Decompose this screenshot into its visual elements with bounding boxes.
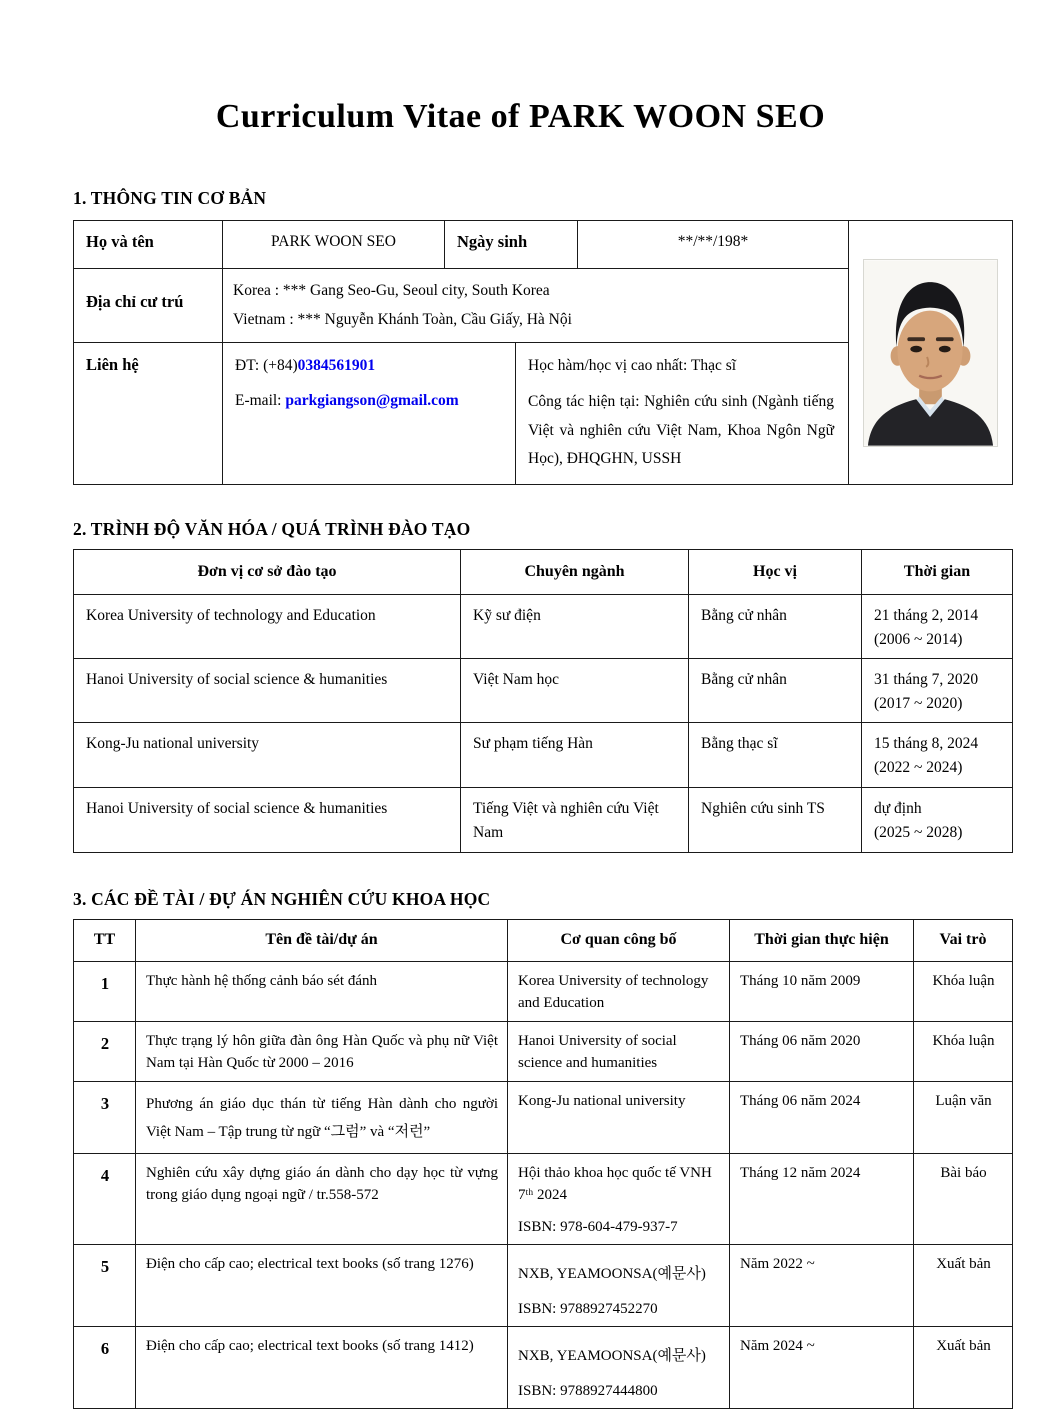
time-cell: 31 tháng 7, 2020 (2017 ~ 2020) (862, 658, 1013, 722)
publisher-cell: Hanoi University of social science and humanities (508, 1021, 730, 1081)
institution-cell: Kong-Ju national university (74, 722, 461, 787)
col-header-major: Chuyên ngành (461, 549, 689, 594)
degree-cell: Nghiên cứu sinh TS (689, 787, 862, 852)
table-row (74, 594, 1013, 658)
row-number: 1 (74, 961, 136, 1021)
degree-cell: Bằng cử nhân (689, 658, 862, 722)
project-title: Điện cho cấp cao; electrical text books (số trang 1276) (136, 1245, 508, 1327)
period-cell: Tháng 06 năm 2024 (730, 1081, 914, 1153)
email-label: E-mail: (235, 391, 286, 409)
period-cell: Tháng 06 năm 2020 (730, 1021, 914, 1081)
dob-value: **/**/198* (578, 221, 849, 269)
section-heading-education: 2. TRÌNH ĐỘ VĂN HÓA / QUÁ TRÌNH ĐÀO TẠO (73, 518, 471, 539)
table-row (74, 1327, 1013, 1409)
project-title: Thực hành hệ thống cảnh báo sét đánh (136, 961, 508, 1021)
project-title: Điện cho cấp cao; electrical text books (số trang 1412) (136, 1327, 508, 1409)
address-value: Korea : *** Gang Seo-Gu, Seoul city, South Korea Vietnam : *** Nguyễn Khánh Toàn, Cầu Giấy, Hà Nội (223, 269, 849, 343)
time-cell: dự định (2025 ~ 2028) (862, 787, 1013, 852)
role-cell: Khóa luận (914, 1021, 1013, 1081)
research-table (73, 919, 1013, 1410)
publisher-cell: Hội thảo khoa học quốc tế VNH 7ᵗʰ 2024 ISBN: 978-604-479-937-7 (508, 1153, 730, 1245)
institution-cell: Korea University of technology and Education (74, 594, 461, 658)
period-cell: Năm 2022 ~ (730, 1245, 914, 1327)
major-cell: Sư phạm tiếng Hàn (461, 722, 689, 787)
col-header-period: Thời gian thực hiện (730, 919, 914, 961)
institution-cell: Hanoi University of social science & humanities (74, 658, 461, 722)
basic-info-table (73, 220, 1013, 485)
name-value: PARK WOON SEO (223, 221, 445, 269)
page-title: Curriculum Vitae of PARK WOON SEO (215, 98, 826, 135)
position-cell (516, 342, 849, 484)
role-cell: Xuất bản (914, 1327, 1013, 1409)
table-row (74, 1245, 1013, 1327)
degree-cell: Bằng thạc sĩ (689, 722, 862, 787)
phone-label: ĐT: (+84) (235, 356, 298, 374)
contact-label: Liên hệ (74, 342, 223, 484)
section-heading-basic-info: 1. THÔNG TIN CƠ BẢN (73, 188, 267, 208)
row-number: 6 (74, 1327, 136, 1409)
table-header-row (74, 549, 1013, 594)
row-number: 2 (74, 1021, 136, 1081)
portrait-photo (849, 221, 1013, 485)
table-row (74, 1153, 1013, 1245)
table-row (74, 1081, 1013, 1153)
education-table (73, 549, 1013, 853)
time-cell: 21 tháng 2, 2014 (2006 ~ 2014) (862, 594, 1013, 658)
contact-cell (223, 342, 516, 484)
table-row (74, 221, 1013, 269)
email-line (235, 392, 505, 410)
table-header-row (74, 919, 1013, 961)
phone-link[interactable]: 0384561901 (297, 356, 376, 374)
row-number: 4 (74, 1153, 136, 1245)
period-cell: Năm 2024 ~ (730, 1327, 914, 1409)
name-label: Họ và tên (74, 221, 223, 269)
row-number: 3 (74, 1081, 136, 1153)
time-cell: 15 tháng 8, 2024 (2022 ~ 2024) (862, 722, 1013, 787)
period-cell: Tháng 12 năm 2024 (730, 1153, 914, 1245)
table-row (74, 1021, 1013, 1081)
project-title: Nghiên cứu xây dựng giáo án dành cho dạy học từ vựng trong giáo dụng ngoại ngữ / tr.558-572 (136, 1153, 508, 1245)
degree-cell: Bằng cử nhân (689, 594, 862, 658)
project-title: Thực trạng lý hôn giữa đàn ông Hàn Quốc và phụ nữ Việt Nam tại Hàn Quốc từ 2000 – 2016 (136, 1021, 508, 1081)
table-row (74, 787, 1013, 852)
address-label: Địa chỉ cư trú (74, 269, 223, 343)
major-cell: Việt Nam học (461, 658, 689, 722)
major-cell: Tiếng Việt và nghiên cứu Việt Nam (461, 787, 689, 852)
major-cell: Kỹ sư điện (461, 594, 689, 658)
row-number: 5 (74, 1245, 136, 1327)
dob-label: Ngày sinh (445, 221, 578, 269)
section-heading-research: 3. CÁC ĐỀ TÀI / ĐỰ ÁN NGHIÊN CỨU KHOA HỌC (73, 888, 491, 909)
project-title: Phương án giáo dục thán từ tiếng Hàn dành cho người Việt Nam – Tập trung từ ngữ “그럼” và “저런” (136, 1081, 508, 1153)
role-cell: Bài báo (914, 1153, 1013, 1245)
publisher-cell: NXB, YEAMOONSA(예문사) ISBN: 9788927444800 (508, 1327, 730, 1409)
period-cell: Tháng 10 năm 2009 (730, 961, 914, 1021)
table-row (74, 658, 1013, 722)
col-header-time: Thời gian (862, 549, 1013, 594)
role-cell: Luận văn (914, 1081, 1013, 1153)
col-header-institution: Đơn vị cơ sở đào tạo (74, 549, 461, 594)
publisher-cell: NXB, YEAMOONSA(예문사) ISBN: 9788927452270 (508, 1245, 730, 1327)
email-link[interactable]: parkgiangson@gmail.com (285, 391, 459, 409)
institution-cell: Hanoi University of social science & humanities (74, 787, 461, 852)
table-row (74, 722, 1013, 787)
highest-degree-line: Học hàm/học vị cao nhất: Thạc sĩ (528, 356, 737, 374)
portrait-photo-image (863, 259, 998, 447)
col-header-tt: TT (74, 919, 136, 961)
table-row (74, 961, 1013, 1021)
current-work-line: Công tác hiện tại: Nghiên cứu sinh (Ngành tiếng Việt và nghiên cứu Việt Nam, Khoa Ngôn Ngữ Học), ĐHQGHN, USSH (528, 392, 834, 468)
publisher-cell: Kong-Ju national university (508, 1081, 730, 1153)
role-cell: Khóa luận (914, 961, 1013, 1021)
publisher-cell: Korea University of technology and Education (508, 961, 730, 1021)
col-header-publisher: Cơ quan công bố (508, 919, 730, 961)
role-cell: Xuất bản (914, 1245, 1013, 1327)
col-header-role: Vai trò (914, 919, 1013, 961)
col-header-project: Tên đề tài/dự án (136, 919, 508, 961)
col-header-degree: Học vị (689, 549, 862, 594)
phone-line (235, 357, 505, 375)
